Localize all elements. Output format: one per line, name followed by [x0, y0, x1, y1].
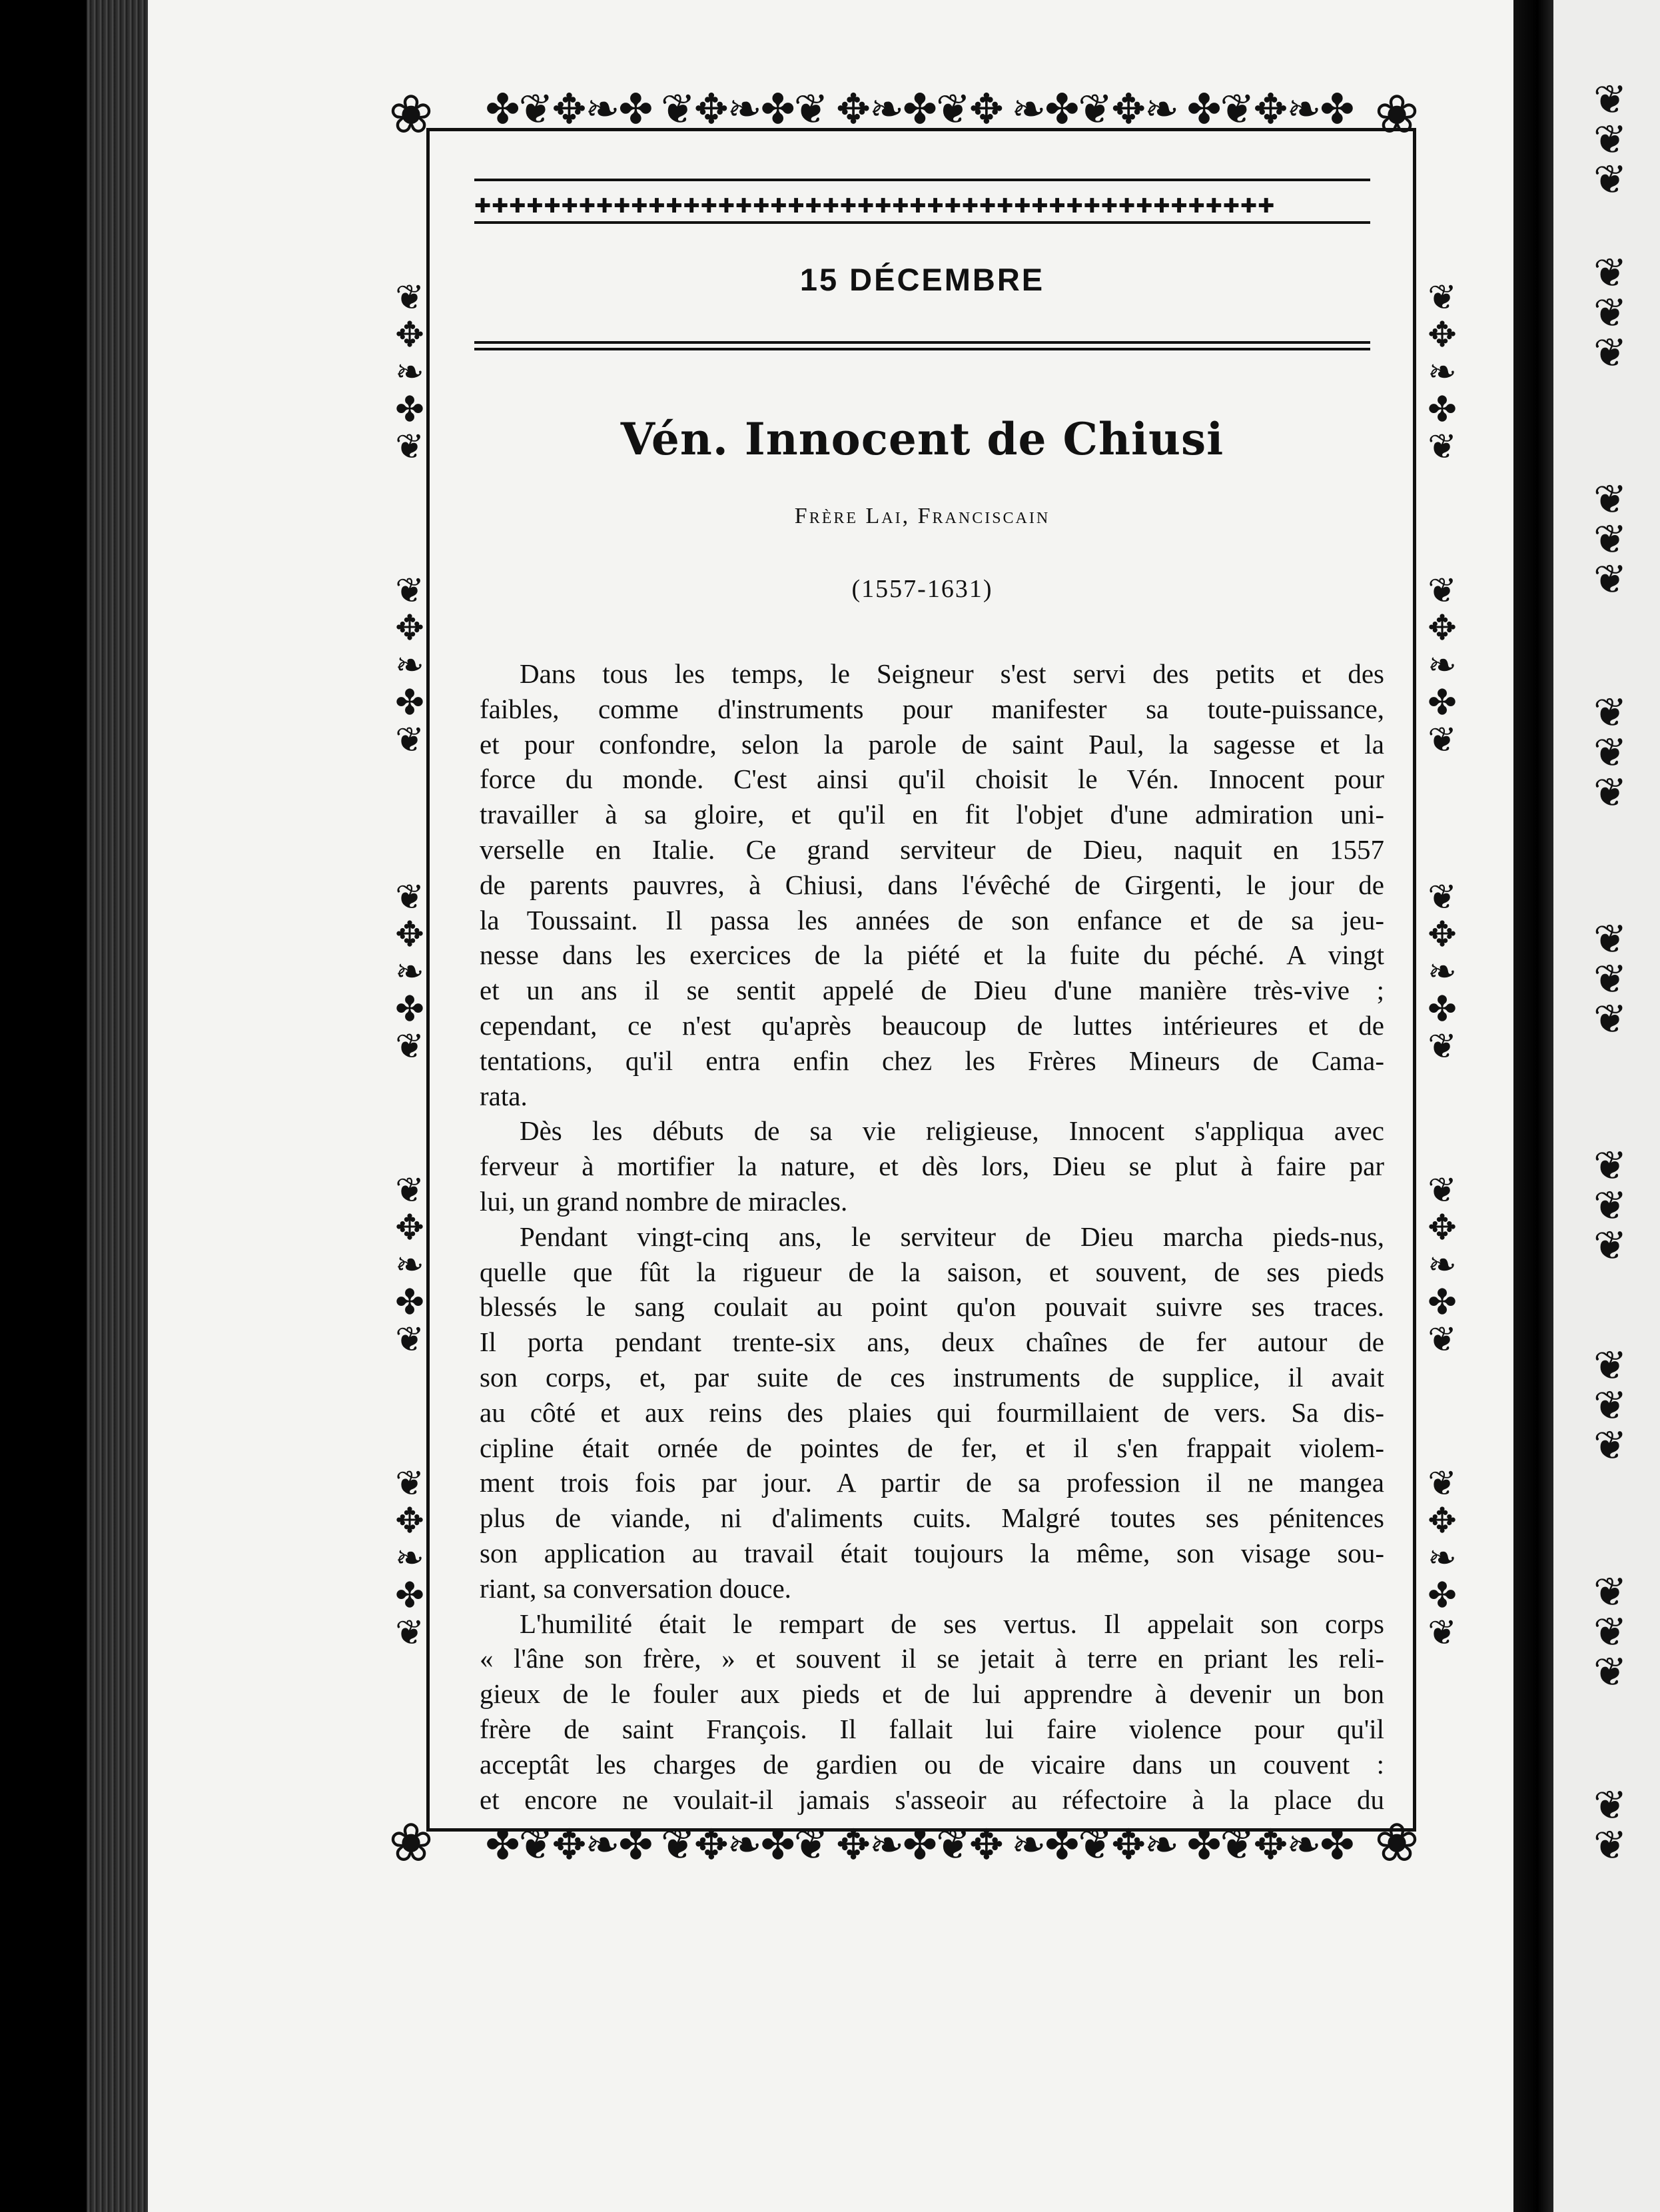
text-line: son application au travail était toujours la même, son visage sou- [480, 1537, 1384, 1568]
text-line: blessés le sang coulait au point qu'on pouvait suivre ses traces. [480, 1291, 1384, 1323]
left-side-ornament-icon: ❦ ✥ ❧ ✤ ❦ [395, 280, 424, 466]
text-line: ferveur à mortifier la nature, et dès lors, Dieu se plut à faire par [480, 1151, 1384, 1182]
header-top-rule [474, 179, 1370, 181]
body-text [480, 656, 1384, 1817]
text-line: et un ans il se sentit appelé de Dieu d'une manière très-vive ; [480, 975, 1384, 1006]
right-side-ornament-icon: ❦ ✥ ❧ ✤ ❦ [1428, 1466, 1457, 1652]
text-line: verselle en Italie. Ce grand serviteur de Dieu, naquit en 1557 [480, 833, 1384, 865]
text-line: lui, un grand nombre de miracles. [480, 1185, 848, 1217]
text-line: son corps, et, par suite de ces instruments de supplice, il avait [480, 1361, 1384, 1392]
heading-double-rule [474, 341, 1370, 350]
facing-page-ornament-icon: ❦ ❦ [1593, 1784, 1625, 1868]
text-line: tentations, qu'il entra enfin chez les Frères Mineurs de Cama- [480, 1045, 1384, 1076]
right-side-ornament-icon: ❦ ✥ ❧ ✤ ❦ [1428, 573, 1457, 760]
facing-page-ornament-icon: ❦ ❦ ❦ [1593, 1344, 1625, 1468]
text-line: nesse dans les exercices de la piété et la fuite du péché. A vingt [480, 939, 1384, 971]
page-gutter [1513, 0, 1553, 2212]
left-side-ornament-icon: ❦ ✥ ❧ ✤ ❦ [395, 879, 424, 1066]
text-line: au côté et aux reins des plaies qui fourmillaient de vers. Sa dis- [480, 1396, 1384, 1428]
life-dates: (1557-1631) [851, 575, 993, 603]
text-line: Dans tous les temps, le Seigneur s'est servi des petits et des [520, 658, 1384, 689]
cross-row-icon: ✚✚✚✚✚✚✚✚✚✚✚✚✚✚✚✚✚✚✚✚✚✚✚✚✚✚✚✚✚✚✚✚✚✚✚✚✚✚✚✚✚✚✚✚✚✚ [474, 195, 1276, 217]
text-line: faibles, comme d'instruments pour manifester sa toute-puissance, [480, 693, 1384, 724]
date-heading: 15 DÉCEMBRE [799, 262, 1045, 297]
text-line: force du monde. C'est ainsi qu'il choisit le Vén. Innocent pour [480, 764, 1384, 795]
corner-ornament-icon: ❀ [388, 86, 434, 145]
facing-page-ornament-icon: ❦ ❦ ❦ [1593, 1144, 1625, 1268]
top-ornament-band-icon: ✤❦✥❧✤ ❦✥❧✤❦ ✥❧✤❦✥ ❧✤❦✥❧ ✤❦✥❧✤ [485, 87, 1354, 133]
header-mid-rule [474, 221, 1370, 224]
text-line: et pour confondre, selon la parole de saint Paul, la sagesse et la [480, 728, 1384, 760]
corner-ornament-icon: ❀ [1374, 1814, 1420, 1873]
bottom-ornament-band-icon: ✤❦✥❧✤ ❦✥❧✤❦ ✥❧✤❦✥ ❧✤❦✥❧ ✤❦✥❧✤ [485, 1823, 1354, 1868]
text-line: de parents pauvres, à Chiusi, dans l'évêché de Girgenti, le jour de [480, 869, 1384, 900]
left-side-ornament-icon: ❦ ✥ ❧ ✤ ❦ [395, 1173, 424, 1359]
page-title: Vén. Innocent de Chiusi [620, 413, 1224, 465]
text-line: rata. [480, 1080, 528, 1111]
text-line: la Toussaint. Il passa les années de son enfance et de sa jeu- [480, 904, 1384, 935]
page-subtitle: Frère Lai, Franciscain [794, 504, 1050, 528]
text-line: et encore ne voulait-il jamais s'asseoir au réfectoire à la place du [480, 1784, 1384, 1815]
text-line: L'humilité était le rempart de ses vertus. Il appelait son corps [520, 1608, 1384, 1639]
left-side-ornament-icon: ❦ ✥ ❧ ✤ ❦ [395, 1466, 424, 1652]
text-line: cependant, ce n'est qu'après beaucoup de luttes intérieures et de [480, 1009, 1384, 1041]
corner-ornament-icon: ❀ [388, 1814, 434, 1873]
facing-page-ornament-icon: ❦ ❦ ❦ [1593, 1570, 1625, 1694]
facing-page-ornament-icon: ❦ ❦ ❦ [1593, 917, 1625, 1041]
facing-page-ornament-icon: ❦ ❦ ❦ [1593, 78, 1625, 202]
facing-page-ornament-icon: ❦ ❦ ❦ [1593, 251, 1625, 375]
text-line: cipline était ornée de pointes de fer, et il s'en frappait violem- [480, 1432, 1384, 1463]
text-line: « l'âne son frère, » et souvent il se jetait à terre en priant les reli- [480, 1643, 1384, 1674]
text-line: Il porta pendant trente-six ans, deux chaînes de fer autour de [480, 1327, 1384, 1358]
text-line: quelle que fût la rigueur de la saison, et souvent, de ses pieds [480, 1256, 1384, 1287]
left-side-ornament-icon: ❦ ✥ ❧ ✤ ❦ [395, 573, 424, 760]
book-page-edges [87, 0, 148, 2212]
right-side-ornament-icon: ❦ ✥ ❧ ✤ ❦ [1428, 280, 1457, 466]
text-line: riant, sa conversation douce. [480, 1572, 791, 1604]
text-line: acceptât les charges de gardien ou de vicaire dans un couvent : [480, 1748, 1384, 1780]
right-side-ornament-icon: ❦ ✥ ❧ ✤ ❦ [1428, 879, 1457, 1066]
text-line: gieux de le fouler aux pieds et de lui apprendre à devenir un bon [480, 1678, 1384, 1710]
right-side-ornament-icon: ❦ ✥ ❧ ✤ ❦ [1428, 1173, 1457, 1359]
text-line: plus de viande, ni d'aliments cuits. Malgré toutes ses pénitences [480, 1502, 1384, 1534]
facing-page-ornament-icon: ❦ ❦ ❦ [1593, 691, 1625, 815]
text-line: travailler à sa gloire, et qu'il en fit l'objet d'une admiration uni- [480, 799, 1384, 830]
text-line: Dès les débuts de sa vie religieuse, Innocent s'appliqua avec [520, 1115, 1384, 1147]
text-line: Pendant vingt-cinq ans, le serviteur de Dieu marcha pieds-nus, [520, 1221, 1384, 1252]
text-line: frère de saint François. Il fallait lui faire violence pour qu'il [480, 1713, 1384, 1744]
corner-ornament-icon: ❀ [1374, 86, 1420, 145]
text-line: ment trois fois par jour. A partir de sa profession il ne mangea [480, 1467, 1384, 1498]
facing-page-ornament-icon: ❦ ❦ ❦ [1593, 478, 1625, 602]
